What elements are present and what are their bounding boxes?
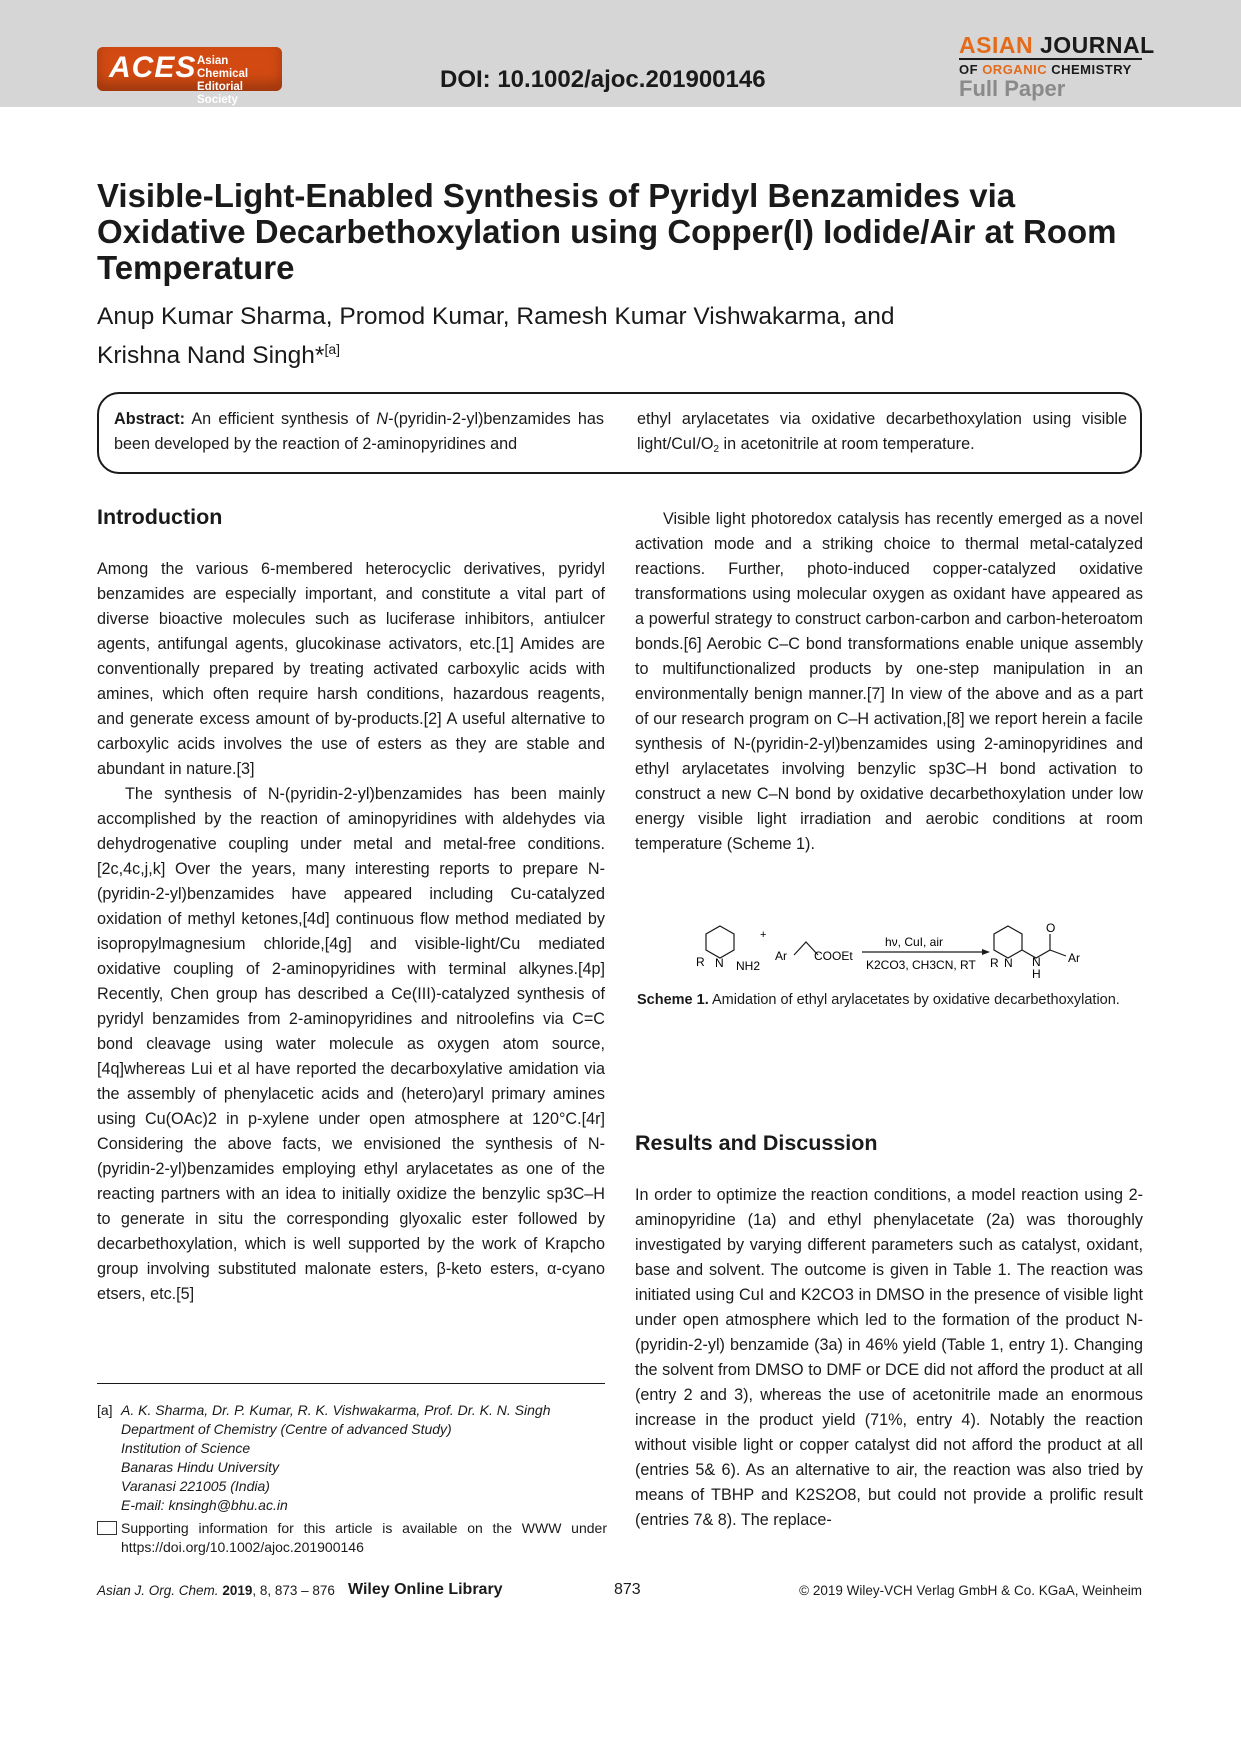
copyright: © 2019 Wiley-VCH Verlag GmbH & Co. KGaA, Weinheim xyxy=(799,1583,1142,1598)
authors: Anup Kumar Sharma, Promod Kumar, Ramesh Kumar Vishwakarma, and Krishna Nand Singh*[a] xyxy=(97,303,895,370)
arrow-head xyxy=(982,949,990,955)
intro-heading: Introduction xyxy=(97,505,223,529)
prod-ar-label: Ar xyxy=(1068,951,1080,965)
aminopyridine-structure xyxy=(706,926,734,958)
article-type: Full Paper xyxy=(959,76,1066,101)
reagent-top: hν, CuI, air xyxy=(885,935,944,949)
intro-paragraph-2: The synthesis of N-(pyridin-2-yl)benzamides has been mainly accomplished by the reaction of aminopyridines with aldehydes via dehydrogenative coupling under metal and metal-free conditions.[2c,4c,j,k] Over the years, many interesting reports to prepare N-(pyridin-2-yl)benzamides have appeared including Cu-catalyzed oxidation of methyl ketones,[4d] continuous flow method mediated by isopropylmagnesium chloride,[4g] and visible-light/Cu mediated oxidative coupling of 2-aminopyridines with terminal alkynes.[4p] Recently, Chen group has described a Ce(III)-catalyzed synthesis of pyridyl benzamides from 2-aminopyridines and nitroolefins via C=C bond cleavage using water molecule as oxygen atom source,[4q]whereas Lui et al have reported the decarboxylative amidation via the assembly of phenylacetic acids and (hetero)aryl primary amines using Cu(OAc)2 in p-xylene under open atmosphere at 120°C.[4r] Considering the above facts, we envisioned the synthesis of N-(pyridin-2-yl)benzamides employing ethyl arylacetates as one of the reacting partners with an idea to initially oxidize the benzylic sp3C–H to generate in situ the corresponding glyoxalic ester followed by decarbethoxylation, which is well supported by the work of Krapcho group involving substituted malonate esters, β-keto esters, α-cyano etsers, etc.[5] xyxy=(97,785,605,1303)
sm2-ester-label: COOEt xyxy=(814,949,853,963)
prod-o-label: O xyxy=(1046,921,1056,935)
scheme-caption: Scheme 1. Amidation of ethyl arylacetates by oxidative decarbethoxylation. xyxy=(637,992,1120,1008)
footnote-rule xyxy=(97,1383,605,1384)
supporting-info-link[interactable]: Supporting information for this article is available on the WWW under https://doi.org/10.1002/ajoc.201900146 xyxy=(121,1520,607,1555)
affiliation-footnote: [a] A. K. Sharma, Dr. P. Kumar, R. K. Vishwakarma, Prof. Dr. K. N. Singh Department of Chemistry (Centre of advanced Study) Institution of Science Banaras Hindu University Varanasi 221005 (India) E-mail: knsingh@bhu.ac.in xyxy=(97,1401,607,1513)
prod-h-label: H xyxy=(1032,967,1041,980)
prod-nh-label: N xyxy=(1032,955,1041,969)
prod-n-label: N xyxy=(1004,956,1013,970)
abstract-right: ethyl arylacetates via oxidative decarbethoxylation using visible light/$CuI/O_2$ in acetonitrile at room temperature. xyxy=(637,410,1127,455)
logo-wordmark: ACES xyxy=(109,51,197,84)
computer-icon xyxy=(97,1521,117,1535)
prod-r-label: R xyxy=(990,956,999,970)
reagent-bottom: K2CO3, CH3CN, RT xyxy=(866,958,976,972)
journal-subtitle: OF ORGANIC CHEMISTRY xyxy=(959,62,1132,77)
page-number: 873 xyxy=(614,1581,641,1598)
plus-sign: + xyxy=(760,929,767,941)
aces-logo[interactable] xyxy=(97,47,282,106)
citation: Asian J. Org. Chem. 2019, 8, 873 – 876 xyxy=(97,1583,335,1598)
sm1-r-label: R xyxy=(696,955,705,969)
right-paragraph-1: Visible light photoredox catalysis has recently emerged as a novel activation mode and a striking choice to thermal metal-catalyzed reactions. Further, photo-induced copper-catalyzed oxidative transformations using molecular oxygen as oxidant have appeared as a powerful strategy to construct carbon-carbon and carbon-heteroatom bonds.[6] Aerobic C–C bond transformations enable unique assembly to multifunctionalized products by one-step manipulation in an environmentally benign manner.[7] In view of the above and as a part of our research program on C–H activation,[8] we report herein a facile synthesis of N-(pyridin-2-yl)benzamides using 2-aminopyridines and ethyl arylacetates involving benzylic sp3C–H bond activation to construct a new C–N bond by oxidative decarbethoxylation under low energy visible light irradiation and aerobic conditions at room temperature (Scheme 1). xyxy=(635,510,1143,853)
sm2-ar-label: Ar xyxy=(775,949,787,963)
article-title: Visible-Light-Enabled Synthesis of Pyridyl Benzamides via Oxidative Decarbethoxylation using Copper(I) Iodide/Air at Room Temperature xyxy=(97,177,1117,286)
journal-rule xyxy=(959,58,1142,60)
results-heading: Results and Discussion xyxy=(635,1131,878,1155)
intro-paragraph-1: Among the various 6-membered heterocyclic derivatives, pyridyl benzamides are especially important, and constitute a vital part of diverse bioactive molecules such as luciferase inhibitors, antiulcer agents, antifungal agents, glucokinase activators, etc.[1] Amides are conventionally prepared by treating activated carboxylic acids with amines, which often require harsh conditions, hazardous reagents, and generate excess amount of by-products.[2] A useful alternative to carboxylic acids involves the use of esters as they are stable and abundant in nature.[3] xyxy=(97,560,605,778)
sm1-nh2-label: NH2 xyxy=(736,959,761,973)
logo-society-name: Asian Chemical Editorial Society xyxy=(197,55,249,106)
email-link[interactable]: E-mail: knsingh@bhu.ac.in xyxy=(121,1497,288,1513)
doi-link[interactable]: DOI: 10.1002/ajoc.201900146 xyxy=(440,66,766,93)
supporting-info xyxy=(97,1519,607,1559)
abstract-left: Abstract: An efficient synthesis of N-(pyridin-2-yl)benzamides has been developed by the reaction of 2-aminopyridines and xyxy=(114,410,604,453)
journal-name: ASIAN JOURNAL xyxy=(959,32,1155,58)
scheme-1-diagram xyxy=(690,920,1110,980)
sm1-n-label: N xyxy=(715,956,724,970)
results-paragraph: In order to optimize the reaction conditions, a model reaction using 2-aminopyridine (1a) and ethyl phenylacetate (2a) was thoroughly investigated by varying different parameters such as catalyst, oxidant, base and solvent. The outcome is given in Table 1. The reaction was initiated using CuI and K2CO3 in DMSO in the presence of visible light under open atmosphere which led to the formation of the product N-(pyridin-2-yl) benzamide (3a) in 46% yield (Table 1, entry 1). Changing the solvent from DMSO to DMF or DCE did not afford the product at all (entry 2 and 3), whereas the use of acetonitrile made an enormous increase in the product yield (71%, entry 4). Notably the reaction without visible light or copper catalyst did not afford the product at all (entries 5& 6). As an alternative to air, the reaction was also tried by means of TBHP and K2S2O8, but could not provide a prolific result (entries 7& 8). The replace- xyxy=(635,1186,1143,1529)
wiley-online-library-logo[interactable]: Wiley Online Library xyxy=(348,1581,503,1598)
